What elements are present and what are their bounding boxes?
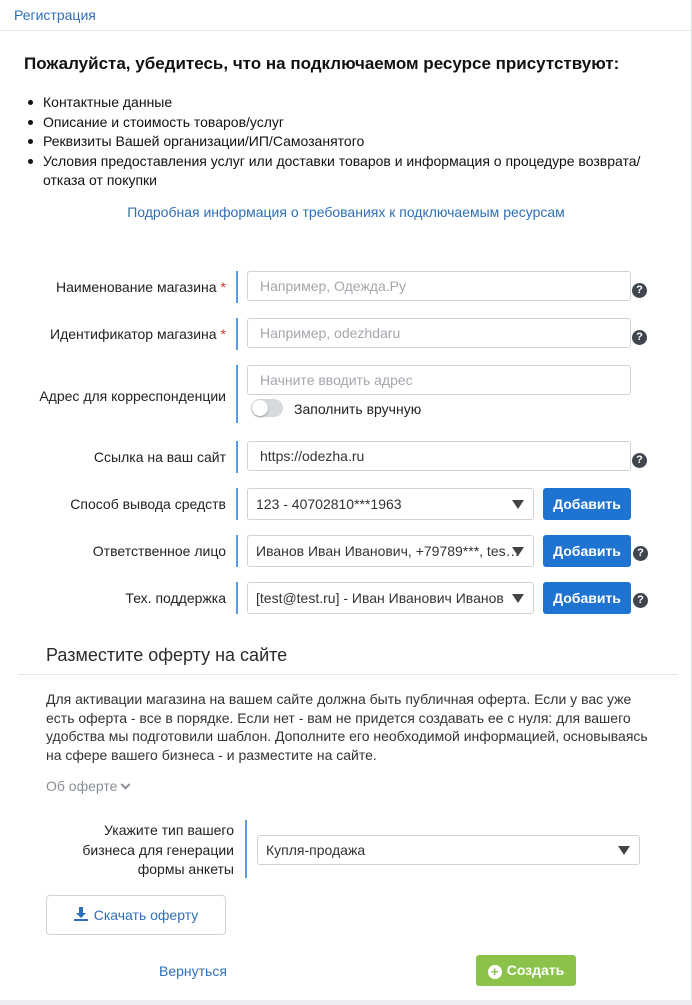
triangle-down-icon	[618, 846, 630, 855]
requirement-item: Описание и стоимость товаров/услуг	[24, 113, 664, 133]
offer-description: Для активации магазина на вашем сайте должна быть публичная оферта. Если у вас уже есть оферта - все в порядке. Если нет - вам не придется создавать ее с нуля: для вашего удобства мы подготовили шаблон. Дополните его необходимой информацией, основываясь на сфере вашего бизнеса - и разместите на сайте.	[46, 691, 648, 763]
chevron-down-icon	[121, 780, 131, 790]
support-label: Тех. поддержка	[125, 590, 226, 606]
shop-name-label: Наименование магазина *	[56, 279, 226, 295]
site-label: Ссылка на ваш сайт	[93, 449, 226, 465]
offer-section-title: Разместите оферту на сайте	[46, 645, 288, 665]
business-type-select[interactable]	[257, 835, 640, 865]
shop-name-input[interactable]	[247, 271, 631, 301]
offer-section-divider	[18, 674, 678, 675]
field-divider	[236, 441, 238, 473]
tech-support-value: [test@test.ru] - Иван Иванович Иванов	[256, 590, 504, 606]
field-divider	[245, 820, 247, 878]
requirement-item: Условия предоставления услуг или доставки товаров и информация о процедуре возврата/ отказа от покупки	[24, 152, 664, 191]
requirements-info-link[interactable]: Подробная информация о требованиях к подключаемым ресурсам	[127, 204, 565, 220]
requirements-list	[24, 93, 664, 191]
question-circle-icon[interactable]: ?	[632, 453, 647, 468]
address-label: Адрес для корреспонденции	[39, 388, 226, 404]
question-circle-icon[interactable]: ?	[632, 283, 647, 298]
requirement-item: Контактные данные	[24, 93, 664, 113]
tech-support-select[interactable]	[247, 582, 534, 614]
download-offer-label: Скачать оферту	[93, 907, 199, 923]
triangle-down-icon	[512, 547, 524, 556]
download-icon	[74, 907, 88, 921]
question-circle-icon[interactable]: ?	[633, 593, 648, 608]
field-divider	[236, 535, 238, 567]
add-responsible-button[interactable]: Добавить	[543, 535, 631, 567]
field-divider	[236, 318, 238, 350]
site-url-input[interactable]	[247, 441, 631, 471]
question-circle-icon[interactable]: ?	[632, 330, 647, 345]
shop-id-input[interactable]	[247, 318, 631, 348]
address-input[interactable]	[247, 365, 631, 395]
header-divider	[0, 30, 691, 31]
field-divider	[236, 582, 238, 614]
manual-address-toggle[interactable]	[251, 399, 283, 417]
manual-address-label: Заполнить вручную	[294, 401, 422, 417]
requirement-item: Реквизиты Вашей организации/ИП/Самозанятого	[24, 132, 664, 152]
shop-id-label: Идентификатор магазина *	[50, 326, 226, 342]
field-divider	[236, 488, 238, 520]
create-button-label: Создать	[506, 962, 565, 978]
back-link[interactable]: Вернуться	[159, 963, 227, 979]
triangle-down-icon	[512, 500, 524, 509]
payout-method-value: 123 - 40702810***1963	[256, 496, 402, 512]
download-offer-button[interactable]	[46, 895, 226, 935]
about-offer-toggle[interactable]	[46, 778, 129, 794]
responsible-person-value: Иванов Иван Иванович, +79789***, tes…	[256, 543, 520, 559]
add-support-button[interactable]: Добавить	[543, 582, 631, 614]
question-circle-icon[interactable]: ?	[633, 546, 648, 561]
page-heading: Пожалуйста, убедитесь, что на подключаемом ресурсе присутствуют:	[24, 54, 620, 73]
payout-method-select[interactable]	[247, 488, 534, 520]
payout-label: Способ вывода средств	[70, 496, 226, 512]
required-mark: *	[220, 326, 226, 342]
plus-circle-icon: +	[488, 965, 502, 979]
responsible-person-select[interactable]	[247, 535, 534, 567]
breadcrumb-registration[interactable]: Регистрация	[14, 7, 96, 23]
field-divider	[236, 365, 238, 423]
business-type-label: Укажите тип вашего бизнеса для генерации формы анкеты	[82, 822, 234, 877]
toggle-knob	[252, 400, 268, 416]
field-divider	[236, 271, 238, 303]
triangle-down-icon	[512, 594, 524, 603]
required-mark: *	[220, 279, 226, 295]
add-payout-button[interactable]: Добавить	[543, 488, 631, 520]
create-button[interactable]	[476, 955, 576, 986]
responsible-label: Ответственное лицо	[92, 543, 226, 559]
about-offer-label: Об оферте	[46, 778, 118, 794]
business-type-value: Купля-продажа	[266, 842, 366, 858]
